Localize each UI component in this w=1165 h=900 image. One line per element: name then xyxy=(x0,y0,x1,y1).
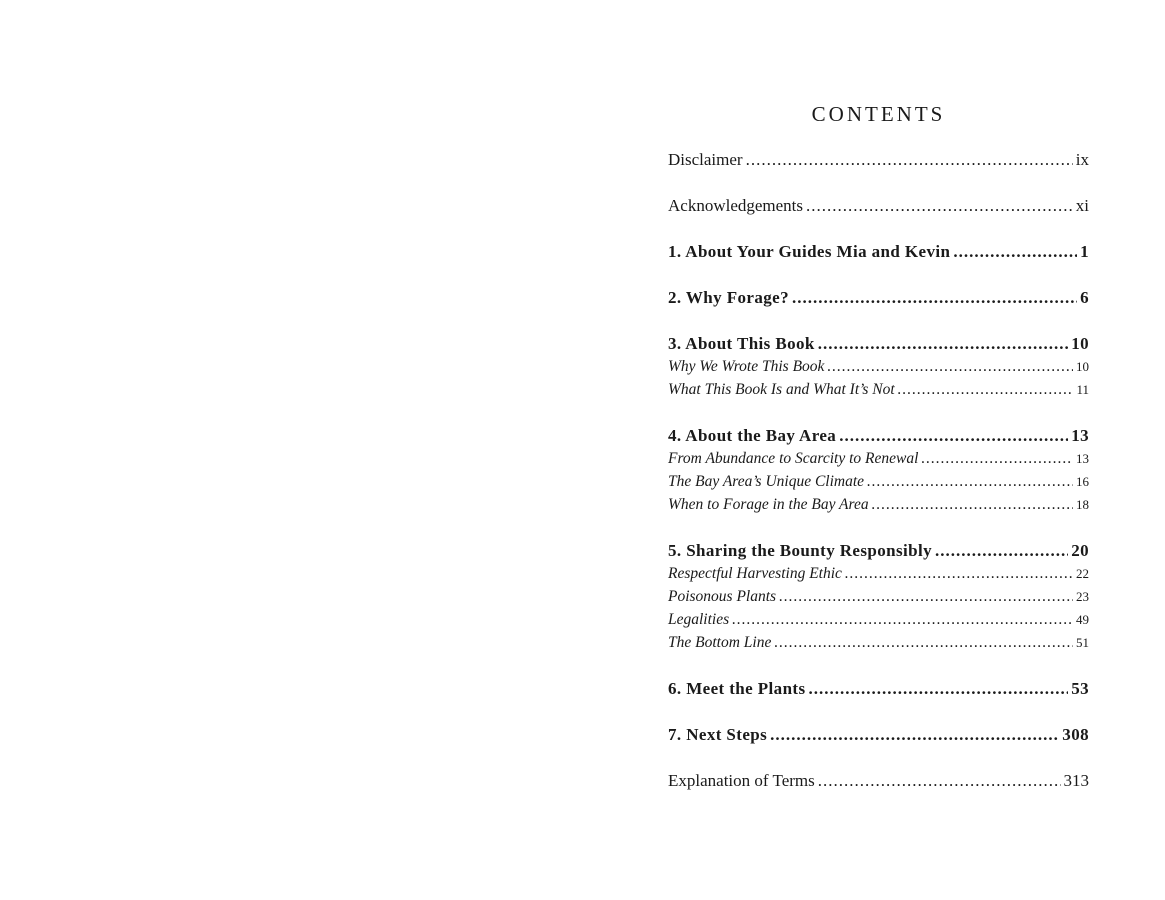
toc-entry-label: The Bay Area’s Unique Climate xyxy=(668,473,865,490)
toc-entry-label: Disclaimer xyxy=(668,150,743,169)
toc-entry[interactable] xyxy=(668,677,1089,700)
toc-page-number: 20 xyxy=(1071,541,1089,560)
toc-subentry[interactable] xyxy=(668,562,1089,585)
dot-leader xyxy=(953,240,1077,263)
toc-entry[interactable] xyxy=(668,424,1089,447)
dot-leader xyxy=(921,447,1073,470)
toc-page-number: 10 xyxy=(1071,334,1089,353)
dot-leader xyxy=(818,769,1061,792)
toc-entry-label: 3. About This Book xyxy=(668,334,815,353)
toc-section xyxy=(668,286,1089,309)
toc-entry-label: 7. Next Steps xyxy=(668,725,768,744)
toc-entry-label: 1. About Your Guides Mia and Kevin xyxy=(668,242,951,261)
toc-section xyxy=(668,723,1089,746)
toc-page-number: 1 xyxy=(1080,242,1089,261)
toc-section xyxy=(668,424,1089,516)
toc-section xyxy=(668,539,1089,654)
toc-entry-label: 4. About the Bay Area xyxy=(668,426,837,445)
toc-page-number: 13 xyxy=(1071,426,1089,445)
toc-section xyxy=(668,148,1089,171)
dot-leader xyxy=(935,539,1068,562)
toc-subentry[interactable] xyxy=(668,608,1089,631)
dot-leader xyxy=(792,286,1077,309)
toc-entry-label: 6. Meet the Plants xyxy=(668,679,806,698)
toc-section xyxy=(668,240,1089,263)
toc-page-number: 308 xyxy=(1062,725,1089,744)
toc-page-number: 16 xyxy=(1076,474,1089,489)
toc-entry-label: From Abundance to Scarcity to Renewal xyxy=(668,450,919,467)
toc-sections xyxy=(668,148,1089,792)
toc-page-number: 10 xyxy=(1076,359,1089,374)
toc-entry[interactable] xyxy=(668,286,1089,309)
toc-entry[interactable] xyxy=(668,240,1089,263)
toc-entry[interactable] xyxy=(668,194,1089,217)
toc-subentry[interactable] xyxy=(668,470,1089,493)
toc-page-number: 22 xyxy=(1076,566,1089,581)
toc-subentry[interactable] xyxy=(668,631,1089,654)
toc-page-number: 11 xyxy=(1076,382,1089,397)
toc-section xyxy=(668,332,1089,401)
toc-page-number: 53 xyxy=(1071,679,1089,698)
toc-entry-label: Explanation of Terms xyxy=(668,771,815,790)
dot-leader xyxy=(827,355,1073,378)
toc-entry-label: Respectful Harvesting Ethic xyxy=(668,565,842,582)
toc-entry[interactable] xyxy=(668,332,1089,355)
toc-entry[interactable] xyxy=(668,148,1089,171)
toc-entry-label: Legalities xyxy=(668,611,730,628)
toc-entry-label: When to Forage in the Bay Area xyxy=(668,496,869,513)
toc-section xyxy=(668,769,1089,792)
dot-leader xyxy=(898,378,1074,401)
toc-section xyxy=(668,194,1089,217)
toc-page-number: xi xyxy=(1075,196,1089,215)
toc-entry-label: The Bottom Line xyxy=(668,634,772,651)
dot-leader xyxy=(845,562,1073,585)
toc-subentry[interactable] xyxy=(668,447,1089,470)
toc-page-number: 313 xyxy=(1063,771,1089,790)
dot-leader xyxy=(774,631,1073,654)
toc-page-number: 51 xyxy=(1076,635,1089,650)
toc-entry-label: Acknowledgements xyxy=(668,196,804,215)
toc-page-number: 18 xyxy=(1076,497,1089,512)
toc-page-number: ix xyxy=(1075,150,1089,169)
dot-leader xyxy=(818,332,1068,355)
dot-leader xyxy=(867,470,1073,493)
dot-leader xyxy=(732,608,1073,631)
toc-subentry[interactable] xyxy=(668,585,1089,608)
toc-entry-label: 5. Sharing the Bounty Responsibly xyxy=(668,541,933,560)
dot-leader xyxy=(806,194,1073,217)
toc-section xyxy=(668,677,1089,700)
dot-leader xyxy=(872,493,1073,516)
toc-page-number: 13 xyxy=(1076,451,1089,466)
toc-entry[interactable] xyxy=(668,723,1089,746)
toc-entry-label: What This Book Is and What It’s Not xyxy=(668,381,895,398)
table-of-contents xyxy=(668,100,1089,815)
toc-title: CONTENTS xyxy=(811,102,946,126)
toc-page-number: 23 xyxy=(1076,589,1089,604)
toc-subentry[interactable] xyxy=(668,493,1089,516)
toc-subentry[interactable] xyxy=(668,355,1089,378)
dot-leader xyxy=(779,585,1073,608)
toc-page-number: 49 xyxy=(1076,612,1089,627)
dot-leader xyxy=(839,424,1068,447)
toc-entry-label: Poisonous Plants xyxy=(668,588,777,605)
toc-page-number: 6 xyxy=(1080,288,1089,307)
toc-entry-label: 2. Why Forage? xyxy=(668,288,789,307)
dot-leader xyxy=(746,148,1073,171)
toc-entry[interactable] xyxy=(668,769,1089,792)
toc-entry-label: Why We Wrote This Book xyxy=(668,358,825,375)
dot-leader xyxy=(770,723,1059,746)
toc-subentry[interactable] xyxy=(668,378,1089,401)
toc-entry[interactable] xyxy=(668,539,1089,562)
dot-leader xyxy=(809,677,1069,700)
